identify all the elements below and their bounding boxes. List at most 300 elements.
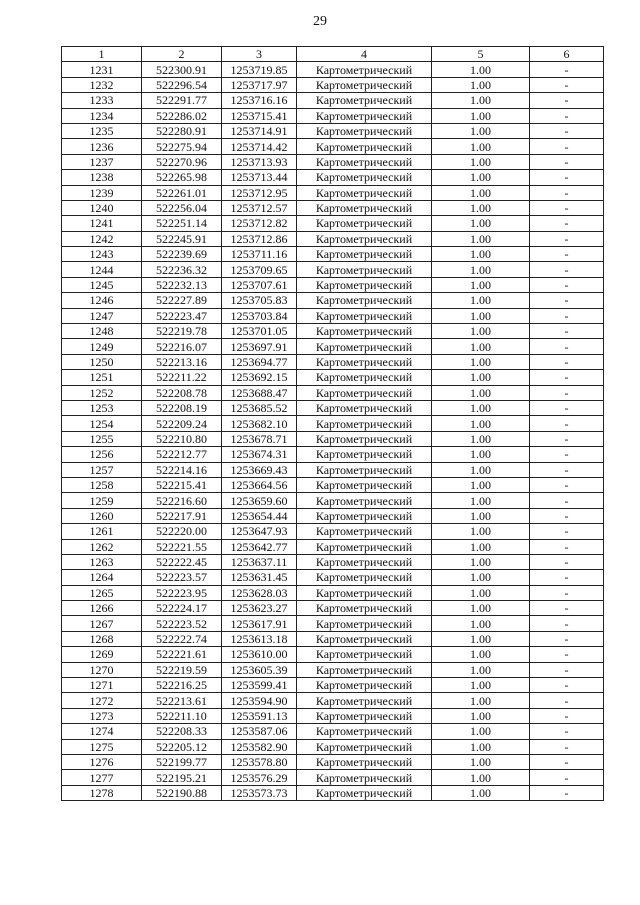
cell-x: 522212.77 bbox=[142, 447, 222, 462]
cell-point-number: 1235 bbox=[62, 123, 142, 138]
table-row bbox=[62, 139, 604, 154]
cell-x: 522227.89 bbox=[142, 293, 222, 308]
table-row bbox=[62, 108, 604, 123]
cell-description: - bbox=[530, 200, 604, 215]
cell-point-number: 1275 bbox=[62, 739, 142, 754]
cell-description: - bbox=[530, 524, 604, 539]
header-cell-y: 3 bbox=[222, 47, 297, 62]
cell-description: - bbox=[530, 154, 604, 169]
cell-y: 1253713.93 bbox=[222, 154, 297, 169]
table-row bbox=[62, 231, 604, 246]
cell-accuracy: 1.00 bbox=[432, 354, 530, 369]
cell-accuracy: 1.00 bbox=[432, 524, 530, 539]
cell-x: 522220.00 bbox=[142, 524, 222, 539]
cell-method: Картометрический bbox=[297, 708, 432, 723]
cell-x: 522190.88 bbox=[142, 785, 222, 800]
cell-accuracy: 1.00 bbox=[432, 62, 530, 77]
table-row bbox=[62, 62, 604, 77]
cell-point-number: 1246 bbox=[62, 293, 142, 308]
cell-x: 522296.54 bbox=[142, 77, 222, 92]
cell-y: 1253714.42 bbox=[222, 139, 297, 154]
cell-method: Картометрический bbox=[297, 601, 432, 616]
cell-y: 1253599.41 bbox=[222, 678, 297, 693]
cell-accuracy: 1.00 bbox=[432, 231, 530, 246]
cell-method: Картометрический bbox=[297, 724, 432, 739]
cell-x: 522215.41 bbox=[142, 477, 222, 492]
cell-y: 1253647.93 bbox=[222, 524, 297, 539]
table-row bbox=[62, 693, 604, 708]
cell-accuracy: 1.00 bbox=[432, 339, 530, 354]
cell-accuracy: 1.00 bbox=[432, 554, 530, 569]
cell-x: 522224.17 bbox=[142, 601, 222, 616]
cell-description: - bbox=[530, 447, 604, 462]
cell-x: 522216.07 bbox=[142, 339, 222, 354]
cell-description: - bbox=[530, 170, 604, 185]
cell-method: Картометрический bbox=[297, 170, 432, 185]
table-row bbox=[62, 554, 604, 569]
cell-description: - bbox=[530, 477, 604, 492]
cell-x: 522275.94 bbox=[142, 139, 222, 154]
cell-description: - bbox=[530, 139, 604, 154]
cell-y: 1253701.05 bbox=[222, 324, 297, 339]
cell-accuracy: 1.00 bbox=[432, 693, 530, 708]
cell-point-number: 1266 bbox=[62, 601, 142, 616]
cell-accuracy: 1.00 bbox=[432, 508, 530, 523]
cell-point-number: 1234 bbox=[62, 108, 142, 123]
cell-accuracy: 1.00 bbox=[432, 585, 530, 600]
cell-point-number: 1250 bbox=[62, 354, 142, 369]
cell-description: - bbox=[530, 693, 604, 708]
cell-point-number: 1247 bbox=[62, 308, 142, 323]
table-row bbox=[62, 708, 604, 723]
cell-method: Картометрический bbox=[297, 770, 432, 785]
cell-y: 1253705.83 bbox=[222, 293, 297, 308]
table-row bbox=[62, 739, 604, 754]
cell-method: Картометрический bbox=[297, 400, 432, 415]
table-row bbox=[62, 447, 604, 462]
cell-method: Картометрический bbox=[297, 785, 432, 800]
cell-point-number: 1242 bbox=[62, 231, 142, 246]
table-row bbox=[62, 524, 604, 539]
cell-accuracy: 1.00 bbox=[432, 739, 530, 754]
cell-method: Картометрический bbox=[297, 493, 432, 508]
cell-method: Картометрический bbox=[297, 339, 432, 354]
table-row bbox=[62, 601, 604, 616]
cell-description: - bbox=[530, 123, 604, 138]
cell-x: 522216.60 bbox=[142, 493, 222, 508]
cell-description: - bbox=[530, 754, 604, 769]
cell-y: 1253587.06 bbox=[222, 724, 297, 739]
table-row bbox=[62, 262, 604, 277]
cell-point-number: 1278 bbox=[62, 785, 142, 800]
cell-y: 1253711.16 bbox=[222, 247, 297, 262]
cell-y: 1253697.91 bbox=[222, 339, 297, 354]
cell-x: 522219.78 bbox=[142, 324, 222, 339]
cell-accuracy: 1.00 bbox=[432, 724, 530, 739]
cell-x: 522291.77 bbox=[142, 93, 222, 108]
cell-method: Картометрический bbox=[297, 647, 432, 662]
cell-x: 522245.91 bbox=[142, 231, 222, 246]
cell-accuracy: 1.00 bbox=[432, 601, 530, 616]
cell-x: 522221.61 bbox=[142, 647, 222, 662]
cell-point-number: 1270 bbox=[62, 662, 142, 677]
cell-y: 1253582.90 bbox=[222, 739, 297, 754]
cell-method: Картометрический bbox=[297, 77, 432, 92]
cell-description: - bbox=[530, 370, 604, 385]
cell-point-number: 1237 bbox=[62, 154, 142, 169]
table-row bbox=[62, 370, 604, 385]
table-header bbox=[62, 47, 604, 62]
cell-x: 522270.96 bbox=[142, 154, 222, 169]
cell-point-number: 1271 bbox=[62, 678, 142, 693]
cell-y: 1253573.73 bbox=[222, 785, 297, 800]
cell-x: 522211.10 bbox=[142, 708, 222, 723]
cell-accuracy: 1.00 bbox=[432, 570, 530, 585]
cell-y: 1253717.97 bbox=[222, 77, 297, 92]
cell-x: 522280.91 bbox=[142, 123, 222, 138]
cell-x: 522286.02 bbox=[142, 108, 222, 123]
cell-accuracy: 1.00 bbox=[432, 216, 530, 231]
cell-method: Картометрический bbox=[297, 123, 432, 138]
cell-accuracy: 1.00 bbox=[432, 477, 530, 492]
cell-accuracy: 1.00 bbox=[432, 277, 530, 292]
cell-point-number: 1233 bbox=[62, 93, 142, 108]
cell-point-number: 1267 bbox=[62, 616, 142, 631]
cell-point-number: 1256 bbox=[62, 447, 142, 462]
cell-y: 1253712.95 bbox=[222, 185, 297, 200]
table-row bbox=[62, 93, 604, 108]
cell-description: - bbox=[530, 108, 604, 123]
table-row bbox=[62, 216, 604, 231]
cell-description: - bbox=[530, 308, 604, 323]
cell-method: Картометрический bbox=[297, 616, 432, 631]
cell-method: Картометрический bbox=[297, 631, 432, 646]
cell-x: 522236.32 bbox=[142, 262, 222, 277]
cell-method: Картометрический bbox=[297, 539, 432, 554]
cell-x: 522208.78 bbox=[142, 385, 222, 400]
table-row bbox=[62, 308, 604, 323]
cell-description: - bbox=[530, 554, 604, 569]
cell-accuracy: 1.00 bbox=[432, 616, 530, 631]
cell-x: 522213.16 bbox=[142, 354, 222, 369]
cell-accuracy: 1.00 bbox=[432, 539, 530, 554]
cell-description: - bbox=[530, 539, 604, 554]
cell-accuracy: 1.00 bbox=[432, 77, 530, 92]
cell-description: - bbox=[530, 462, 604, 477]
cell-y: 1253610.00 bbox=[222, 647, 297, 662]
cell-point-number: 1263 bbox=[62, 554, 142, 569]
cell-description: - bbox=[530, 416, 604, 431]
cell-point-number: 1231 bbox=[62, 62, 142, 77]
cell-accuracy: 1.00 bbox=[432, 770, 530, 785]
cell-method: Картометрический bbox=[297, 385, 432, 400]
cell-x: 522210.80 bbox=[142, 431, 222, 446]
header-cell-description: 6 bbox=[530, 47, 604, 62]
cell-x: 522195.21 bbox=[142, 770, 222, 785]
cell-point-number: 1241 bbox=[62, 216, 142, 231]
cell-accuracy: 1.00 bbox=[432, 123, 530, 138]
cell-description: - bbox=[530, 585, 604, 600]
cell-y: 1253712.82 bbox=[222, 216, 297, 231]
header-cell-point-number: 1 bbox=[62, 47, 142, 62]
cell-y: 1253659.60 bbox=[222, 493, 297, 508]
cell-method: Картометрический bbox=[297, 216, 432, 231]
cell-method: Картометрический bbox=[297, 277, 432, 292]
cell-description: - bbox=[530, 739, 604, 754]
header-cell-method: 4 bbox=[297, 47, 432, 62]
cell-description: - bbox=[530, 570, 604, 585]
cell-accuracy: 1.00 bbox=[432, 200, 530, 215]
cell-x: 522217.91 bbox=[142, 508, 222, 523]
cell-description: - bbox=[530, 770, 604, 785]
cell-accuracy: 1.00 bbox=[432, 385, 530, 400]
cell-description: - bbox=[530, 400, 604, 415]
table-row bbox=[62, 200, 604, 215]
cell-x: 522222.45 bbox=[142, 554, 222, 569]
cell-x: 522208.19 bbox=[142, 400, 222, 415]
cell-description: - bbox=[530, 385, 604, 400]
cell-x: 522214.16 bbox=[142, 462, 222, 477]
cell-accuracy: 1.00 bbox=[432, 662, 530, 677]
cell-y: 1253715.41 bbox=[222, 108, 297, 123]
cell-method: Картометрический bbox=[297, 431, 432, 446]
cell-description: - bbox=[530, 493, 604, 508]
cell-y: 1253703.84 bbox=[222, 308, 297, 323]
cell-method: Картометрический bbox=[297, 62, 432, 77]
cell-y: 1253688.47 bbox=[222, 385, 297, 400]
cell-point-number: 1277 bbox=[62, 770, 142, 785]
cell-point-number: 1261 bbox=[62, 524, 142, 539]
cell-method: Картометрический bbox=[297, 462, 432, 477]
cell-point-number: 1253 bbox=[62, 400, 142, 415]
coordinates-table bbox=[61, 46, 604, 801]
table-row bbox=[62, 247, 604, 262]
table-row bbox=[62, 631, 604, 646]
cell-method: Картометрический bbox=[297, 324, 432, 339]
cell-y: 1253664.56 bbox=[222, 477, 297, 492]
cell-point-number: 1243 bbox=[62, 247, 142, 262]
table-row bbox=[62, 354, 604, 369]
cell-point-number: 1249 bbox=[62, 339, 142, 354]
cell-x: 522223.57 bbox=[142, 570, 222, 585]
cell-description: - bbox=[530, 262, 604, 277]
cell-x: 522223.52 bbox=[142, 616, 222, 631]
cell-accuracy: 1.00 bbox=[432, 493, 530, 508]
cell-description: - bbox=[530, 62, 604, 77]
cell-description: - bbox=[530, 616, 604, 631]
cell-method: Картометрический bbox=[297, 416, 432, 431]
cell-y: 1253709.65 bbox=[222, 262, 297, 277]
table-row bbox=[62, 539, 604, 554]
cell-method: Картометрический bbox=[297, 262, 432, 277]
cell-description: - bbox=[530, 293, 604, 308]
table-row bbox=[62, 400, 604, 415]
cell-method: Картометрический bbox=[297, 231, 432, 246]
cell-y: 1253714.91 bbox=[222, 123, 297, 138]
cell-accuracy: 1.00 bbox=[432, 400, 530, 415]
cell-point-number: 1240 bbox=[62, 200, 142, 215]
header-cell-x: 2 bbox=[142, 47, 222, 62]
cell-y: 1253713.44 bbox=[222, 170, 297, 185]
cell-point-number: 1252 bbox=[62, 385, 142, 400]
cell-method: Картометрический bbox=[297, 154, 432, 169]
cell-accuracy: 1.00 bbox=[432, 308, 530, 323]
header-cell-accuracy: 5 bbox=[432, 47, 530, 62]
cell-x: 522265.98 bbox=[142, 170, 222, 185]
cell-accuracy: 1.00 bbox=[432, 431, 530, 446]
table-row bbox=[62, 585, 604, 600]
cell-accuracy: 1.00 bbox=[432, 170, 530, 185]
cell-method: Картометрический bbox=[297, 754, 432, 769]
cell-accuracy: 1.00 bbox=[432, 631, 530, 646]
cell-accuracy: 1.00 bbox=[432, 324, 530, 339]
table-row bbox=[62, 185, 604, 200]
cell-accuracy: 1.00 bbox=[432, 293, 530, 308]
cell-description: - bbox=[530, 708, 604, 723]
cell-accuracy: 1.00 bbox=[432, 462, 530, 477]
cell-method: Картометрический bbox=[297, 308, 432, 323]
cell-x: 522219.59 bbox=[142, 662, 222, 677]
cell-point-number: 1265 bbox=[62, 585, 142, 600]
cell-x: 522221.55 bbox=[142, 539, 222, 554]
cell-y: 1253576.29 bbox=[222, 770, 297, 785]
cell-description: - bbox=[530, 339, 604, 354]
cell-accuracy: 1.00 bbox=[432, 247, 530, 262]
cell-point-number: 1244 bbox=[62, 262, 142, 277]
cell-x: 522232.13 bbox=[142, 277, 222, 292]
cell-y: 1253674.31 bbox=[222, 447, 297, 462]
cell-point-number: 1272 bbox=[62, 693, 142, 708]
cell-description: - bbox=[530, 354, 604, 369]
table-row bbox=[62, 616, 604, 631]
cell-y: 1253628.03 bbox=[222, 585, 297, 600]
table-row bbox=[62, 647, 604, 662]
cell-accuracy: 1.00 bbox=[432, 416, 530, 431]
table-row bbox=[62, 123, 604, 138]
cell-method: Картометрический bbox=[297, 108, 432, 123]
cell-point-number: 1239 bbox=[62, 185, 142, 200]
cell-accuracy: 1.00 bbox=[432, 785, 530, 800]
cell-description: - bbox=[530, 324, 604, 339]
table-row bbox=[62, 477, 604, 492]
table-row bbox=[62, 678, 604, 693]
cell-point-number: 1268 bbox=[62, 631, 142, 646]
cell-y: 1253617.91 bbox=[222, 616, 297, 631]
table-row bbox=[62, 154, 604, 169]
cell-accuracy: 1.00 bbox=[432, 647, 530, 662]
cell-method: Картометрический bbox=[297, 570, 432, 585]
cell-method: Картометрический bbox=[297, 739, 432, 754]
cell-x: 522300.91 bbox=[142, 62, 222, 77]
cell-description: - bbox=[530, 647, 604, 662]
cell-description: - bbox=[530, 277, 604, 292]
cell-x: 522209.24 bbox=[142, 416, 222, 431]
cell-y: 1253654.44 bbox=[222, 508, 297, 523]
cell-x: 522205.12 bbox=[142, 739, 222, 754]
cell-accuracy: 1.00 bbox=[432, 370, 530, 385]
cell-accuracy: 1.00 bbox=[432, 447, 530, 462]
table-row bbox=[62, 324, 604, 339]
cell-y: 1253694.77 bbox=[222, 354, 297, 369]
table-row bbox=[62, 662, 604, 677]
table-body bbox=[62, 62, 604, 801]
table-row bbox=[62, 462, 604, 477]
cell-x: 522256.04 bbox=[142, 200, 222, 215]
cell-method: Картометрический bbox=[297, 678, 432, 693]
cell-point-number: 1232 bbox=[62, 77, 142, 92]
cell-point-number: 1251 bbox=[62, 370, 142, 385]
cell-description: - bbox=[530, 247, 604, 262]
cell-description: - bbox=[530, 678, 604, 693]
cell-y: 1253631.45 bbox=[222, 570, 297, 585]
cell-point-number: 1258 bbox=[62, 477, 142, 492]
table-row bbox=[62, 508, 604, 523]
table-row bbox=[62, 293, 604, 308]
cell-description: - bbox=[530, 216, 604, 231]
cell-x: 522199.77 bbox=[142, 754, 222, 769]
cell-y: 1253594.90 bbox=[222, 693, 297, 708]
cell-point-number: 1254 bbox=[62, 416, 142, 431]
table-row bbox=[62, 724, 604, 739]
cell-point-number: 1264 bbox=[62, 570, 142, 585]
cell-point-number: 1248 bbox=[62, 324, 142, 339]
cell-method: Картометрический bbox=[297, 139, 432, 154]
table-row bbox=[62, 570, 604, 585]
cell-method: Картометрический bbox=[297, 93, 432, 108]
cell-description: - bbox=[530, 785, 604, 800]
cell-y: 1253637.11 bbox=[222, 554, 297, 569]
cell-y: 1253613.18 bbox=[222, 631, 297, 646]
cell-point-number: 1269 bbox=[62, 647, 142, 662]
cell-y: 1253707.61 bbox=[222, 277, 297, 292]
cell-point-number: 1255 bbox=[62, 431, 142, 446]
cell-point-number: 1276 bbox=[62, 754, 142, 769]
cell-method: Картометрический bbox=[297, 447, 432, 462]
cell-description: - bbox=[530, 431, 604, 446]
cell-description: - bbox=[530, 231, 604, 246]
table-row bbox=[62, 416, 604, 431]
cell-point-number: 1238 bbox=[62, 170, 142, 185]
table-row bbox=[62, 170, 604, 185]
cell-accuracy: 1.00 bbox=[432, 139, 530, 154]
cell-method: Картометрический bbox=[297, 370, 432, 385]
cell-point-number: 1273 bbox=[62, 708, 142, 723]
cell-method: Картометрический bbox=[297, 662, 432, 677]
table-row bbox=[62, 431, 604, 446]
cell-y: 1253578.80 bbox=[222, 754, 297, 769]
cell-description: - bbox=[530, 77, 604, 92]
cell-description: - bbox=[530, 631, 604, 646]
cell-method: Картометрический bbox=[297, 354, 432, 369]
cell-point-number: 1262 bbox=[62, 539, 142, 554]
cell-method: Картометрический bbox=[297, 200, 432, 215]
cell-point-number: 1245 bbox=[62, 277, 142, 292]
cell-y: 1253716.16 bbox=[222, 93, 297, 108]
cell-x: 522222.74 bbox=[142, 631, 222, 646]
cell-description: - bbox=[530, 508, 604, 523]
table-row bbox=[62, 385, 604, 400]
cell-x: 522223.95 bbox=[142, 585, 222, 600]
cell-x: 522208.33 bbox=[142, 724, 222, 739]
cell-method: Картометрический bbox=[297, 693, 432, 708]
cell-description: - bbox=[530, 601, 604, 616]
cell-description: - bbox=[530, 185, 604, 200]
cell-method: Картометрический bbox=[297, 554, 432, 569]
table-row bbox=[62, 77, 604, 92]
cell-accuracy: 1.00 bbox=[432, 708, 530, 723]
cell-y: 1253712.86 bbox=[222, 231, 297, 246]
cell-y: 1253692.15 bbox=[222, 370, 297, 385]
